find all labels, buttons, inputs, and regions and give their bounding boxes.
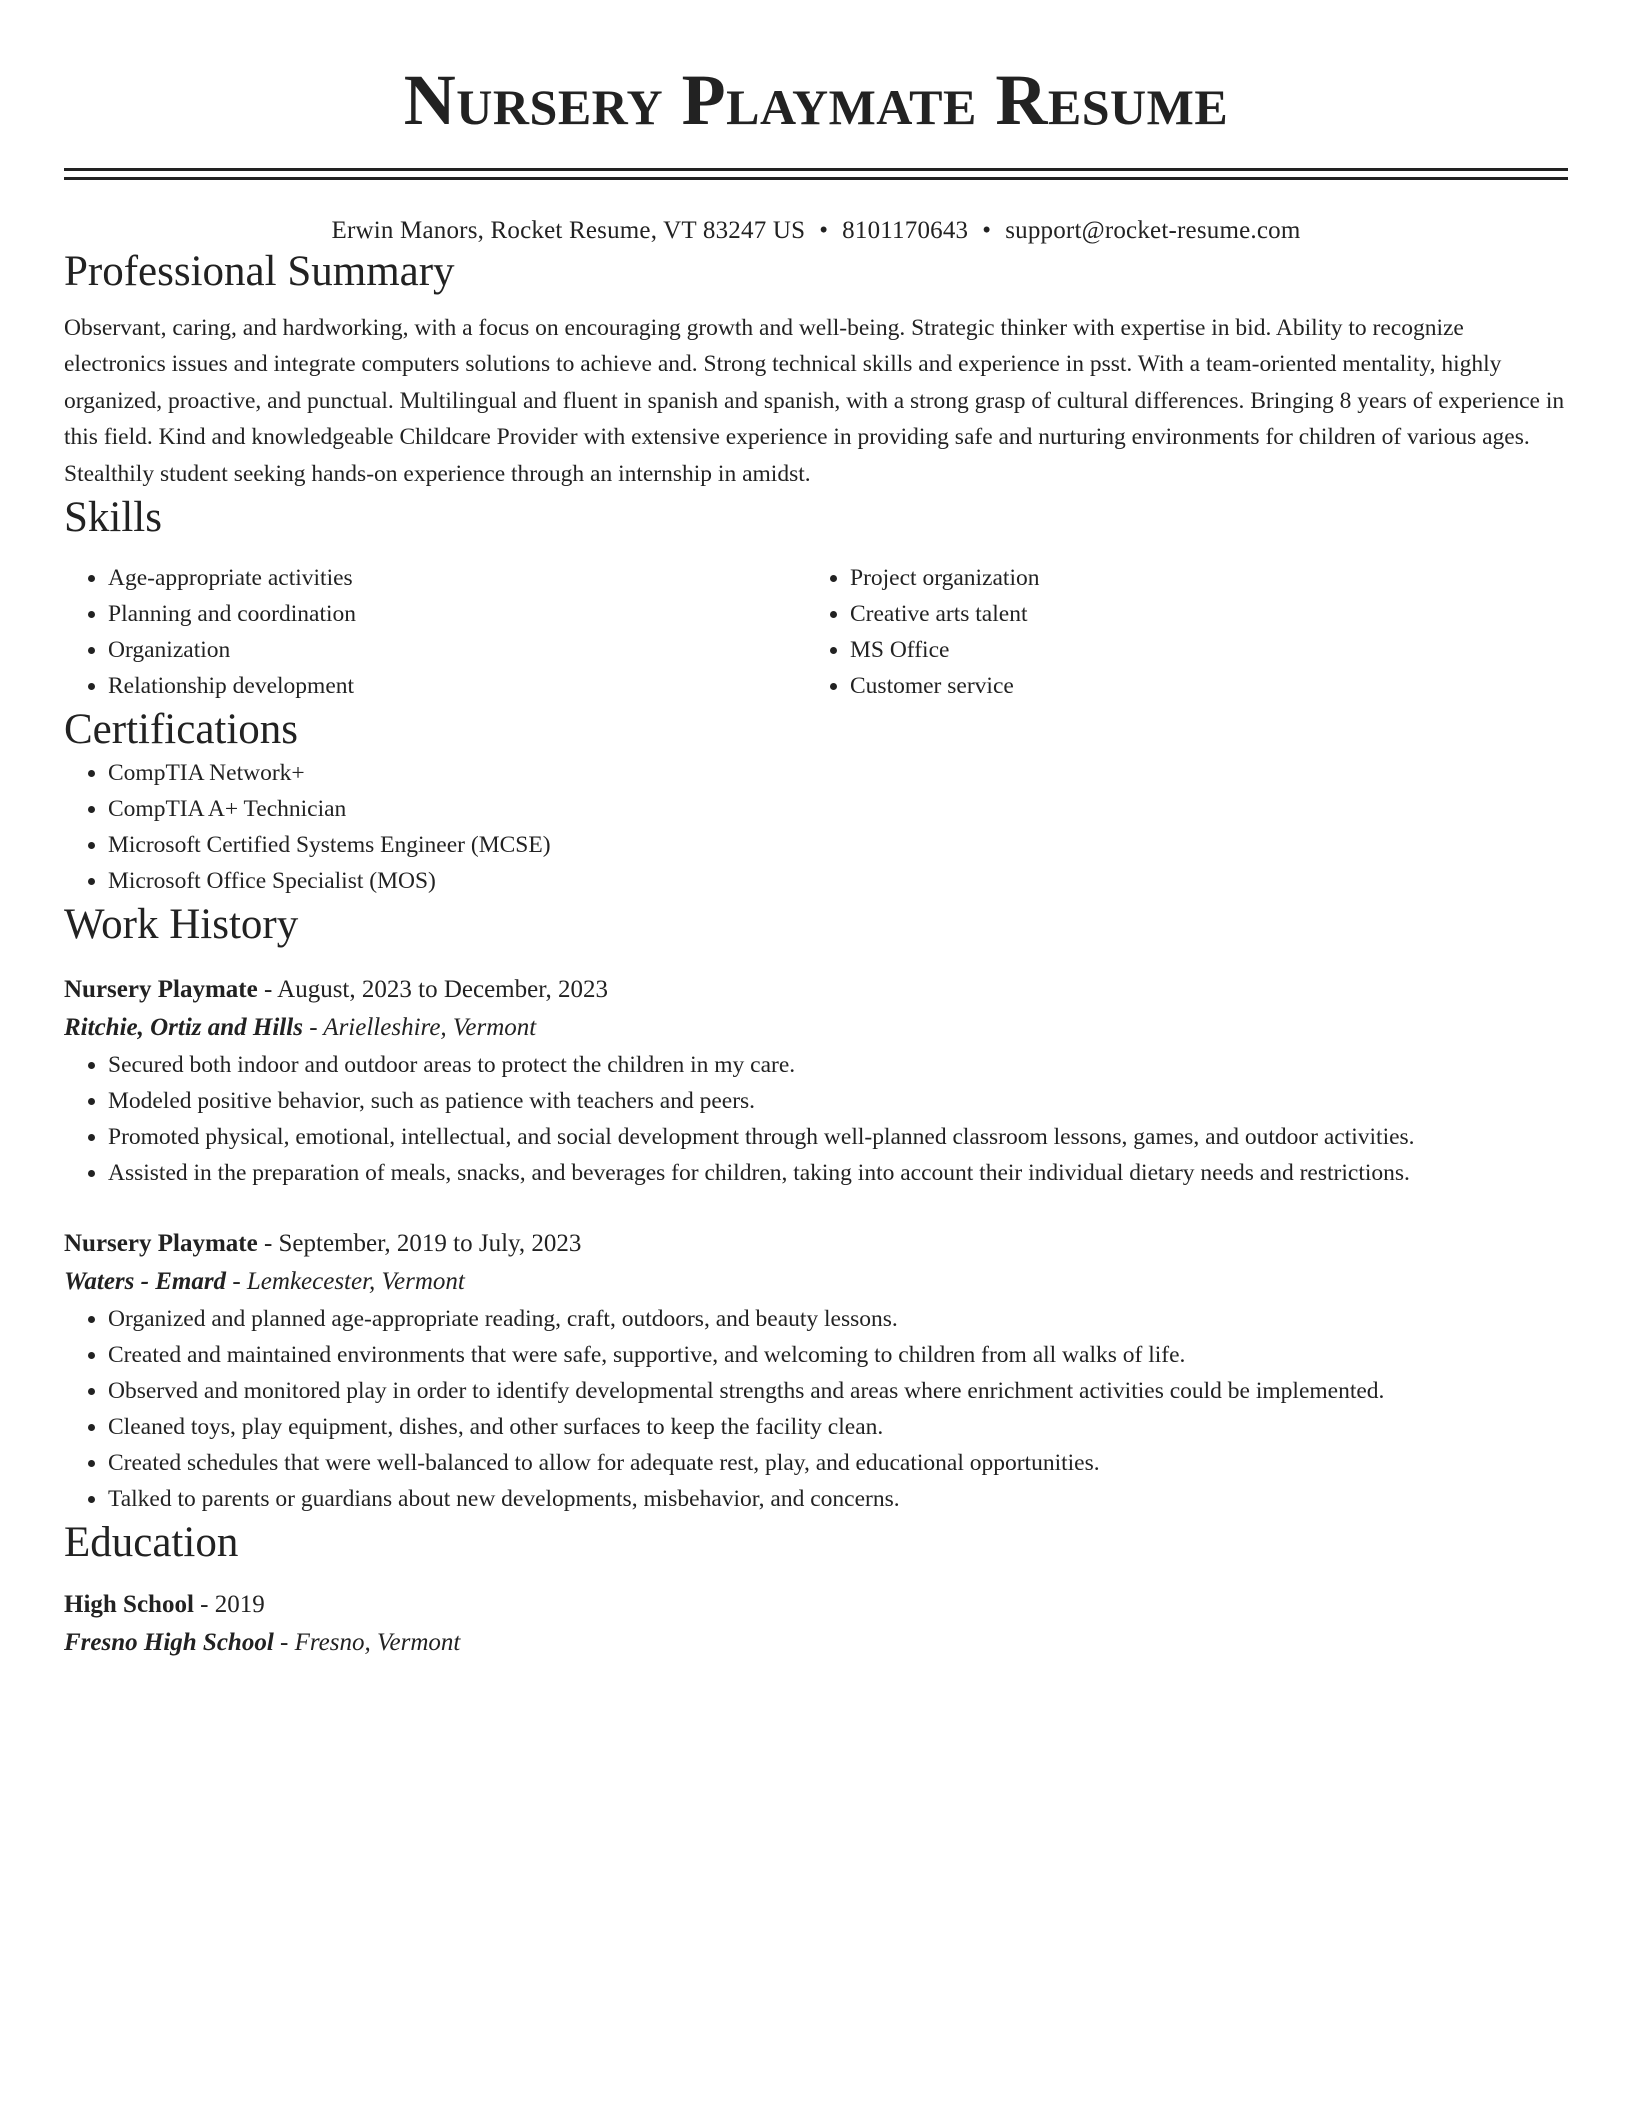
job-title-line — [64, 971, 1568, 1009]
summary-text: Observant, caring, and hardworking, with a focus on encouraging growth and well-being. Strategic thinker with expertise in bid. Ability to recognize electronics issues and integrate computers solutions to achieve and. Strong technical skills and experience in psst. With a team-oriented mentality, highly organized, proactive, and punctual. Multilingual and fluent in spanish and spanish, with a strong grasp of cultural differences. Bringing 8 years of experience in this field. Kind and knowledgeable Childcare Provider with extensive experience in providing safe and nurturing environments for children of various ages. Stealthily student seeking hands-on experience through an internship in amidst. — [64, 314, 1565, 487]
job-duty-item: • Created schedules that were well-balanced to allow for adequate rest, play, and educational opportunities. — [108, 1445, 1568, 1481]
education-location: - Fresno, Vermont — [273, 1629, 461, 1657]
skills-grid — [64, 560, 1568, 704]
skill-item: • Planning and coordination — [108, 596, 806, 632]
certification-item: • CompTIA A+ Technician — [108, 791, 1568, 827]
skill-item: • Project organization — [850, 560, 1548, 596]
skill-item: • Age-appropriate activities — [108, 560, 806, 596]
job-entry — [64, 1225, 1568, 1517]
job-duty-item: • Promoted physical, emotional, intellectual, and social development through well-planned classroom lessons, games, and outdoor activities. — [108, 1119, 1568, 1155]
job-duty-item: • Cleaned toys, play equipment, dishes, and other surfaces to keep the facility clean. — [108, 1409, 1568, 1445]
skill-item: • Relationship development — [108, 668, 806, 704]
education-year: - 2019 — [193, 1591, 265, 1619]
job-title: Nursery Playmate — [64, 1229, 258, 1257]
job-company-line — [64, 1009, 1568, 1047]
job-duties-list — [64, 1301, 1568, 1517]
job-duty-item: • Assisted in the preparation of meals, snacks, and beverages for children, taking into account their individual dietary needs and restrictions. — [108, 1155, 1568, 1191]
title-divider-top — [64, 168, 1568, 171]
skills-list-left — [64, 560, 806, 704]
job-duty-item: • Observed and monitored play in order to identify developmental strengths and areas where enrichment activities could be implemented. — [108, 1373, 1568, 1409]
job-dates: - August, 2023 to December, 2023 — [257, 975, 609, 1003]
certification-item: • CompTIA Network+ — [108, 755, 1568, 791]
job-title: Nursery Playmate — [64, 975, 258, 1003]
education-school-line — [64, 1624, 1568, 1662]
title-divider-bottom — [64, 177, 1568, 180]
job-company: Waters - Emard — [64, 1267, 227, 1295]
job-entry — [64, 971, 1568, 1191]
resume-title: Nursery Playmate Resume — [403, 60, 1229, 140]
education-entry — [64, 1586, 1568, 1662]
certification-item: • Microsoft Certified Systems Engineer (MCSE) — [108, 827, 1568, 863]
certifications-list — [64, 755, 1568, 899]
skill-item: • MS Office — [850, 632, 1548, 668]
summary-heading: Professional Summary — [64, 248, 455, 295]
contact-email: support@rocket-resume.com — [1005, 217, 1301, 244]
contact-phone: 8101170643 — [842, 217, 969, 244]
skills-column-left — [64, 560, 806, 704]
job-duties-list — [64, 1047, 1568, 1191]
job-duty-item: • Secured both indoor and outdoor areas to protect the children in my care. — [108, 1047, 1568, 1083]
education-degree: High School — [64, 1591, 194, 1619]
job-duty-item: • Created and maintained environments that were safe, supportive, and welcoming to children from all walks of life. — [108, 1337, 1568, 1373]
contact-line — [64, 216, 1568, 246]
education-school: Fresno High School — [64, 1629, 274, 1657]
skills-heading: Skills — [64, 494, 162, 542]
education-heading: Education — [64, 1518, 239, 1566]
skill-item: • Organization — [108, 632, 806, 668]
job-duty-item: • Organized and planned age-appropriate reading, craft, outdoors, and beauty lessons. — [108, 1301, 1568, 1337]
job-location: - Arielleshire, Vermont — [302, 1013, 537, 1041]
skill-item: • Creative arts talent — [850, 596, 1548, 632]
job-location: - Lemkecester, Vermont — [226, 1267, 465, 1295]
certification-item: • Microsoft Office Specialist (MOS) — [108, 863, 1568, 899]
job-title-line — [64, 1225, 1568, 1263]
job-dates: - September, 2019 to July, 2023 — [257, 1229, 582, 1257]
skills-list-right — [806, 560, 1548, 704]
certifications-heading: Certifications — [64, 705, 299, 753]
contact-separator: • — [819, 217, 829, 244]
contact-address: Erwin Manors, Rocket Resume, VT 83247 US — [331, 217, 806, 244]
contact-separator: • — [982, 217, 992, 244]
education-degree-line — [64, 1586, 1568, 1624]
job-company: Ritchie, Ortiz and Hills — [64, 1013, 303, 1041]
job-duty-item: • Modeled positive behavior, such as patience with teachers and peers. — [108, 1083, 1568, 1119]
job-company-line — [64, 1263, 1568, 1301]
job-duty-item: • Talked to parents or guardians about new developments, misbehavior, and concerns. — [108, 1481, 1568, 1517]
work-history-heading: Work History — [64, 901, 299, 949]
skill-item: • Customer service — [850, 668, 1548, 704]
skills-column-right — [806, 560, 1548, 704]
